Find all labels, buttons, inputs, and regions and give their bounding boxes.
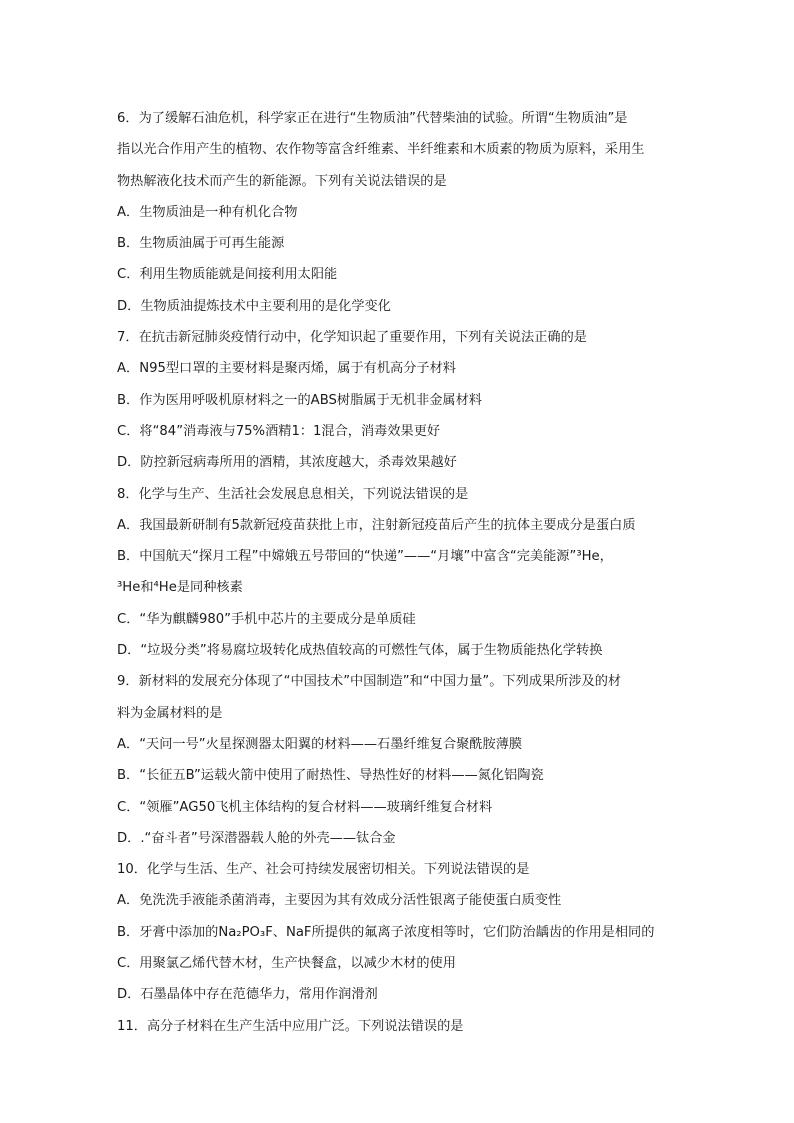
q9-stem-line-2: 料为金属材料的是	[117, 705, 223, 721]
q9-option-c: C．“领雁”AG50飞机主体结构的复合材料——玻璃纤维复合材料	[117, 799, 493, 815]
q6-option-c: C．利用生物质能就是间接利用太阳能	[117, 267, 338, 283]
q9-stem-line-1: 9．新材料的发展充分体现了“中国技术”中国制造”和“中国力量”。下列成果所涉及的材	[117, 674, 622, 690]
q10-option-c: C．用聚氯乙烯代替木材，生产快餐盒，以减少木材的使用	[117, 956, 456, 972]
q6-option-a: A．生物质油是一种有机化合物	[117, 204, 298, 220]
q6-option-b: B．生物质油属于可再生能源	[117, 236, 285, 252]
q9-option-d: D．.“奋斗者”号深潜器载人舱的外壳——钛合金	[117, 830, 396, 846]
q7-option-b: B．作为医用呼吸机原材料之一的ABS树脂属于无机非金属材料	[117, 392, 482, 408]
q8-stem: 8．化学与生产、生活社会发展息息相关，下列说法错误的是	[117, 486, 469, 502]
q6-option-d: D．生物质油提炼技术中主要利用的是化学变化	[117, 298, 391, 314]
q6-stem-line-3: 物热解液化技术而产生的新能源。下列有关说法错误的是	[117, 173, 447, 189]
q10-option-a: A．免洗洗手液能杀菌消毒，主要因为其有效成分活性银离子能使蛋白质变性	[117, 893, 562, 909]
q10-option-b: B．牙膏中添加的Na₂PO₃F、NaF所提供的氟离子浓度相等时，它们防治龋齿的作用是相同的	[117, 924, 655, 940]
q7-option-c: C．将“84”消毒液与75%酒精1：1混合，消毒效果更好	[117, 423, 441, 439]
q10-stem: 10．化学与生活、生产、社会可持续发展密切相关。下列说法错误的是	[117, 862, 530, 878]
document-body	[117, 103, 687, 1042]
q6-stem-line-1: 6．为了缓解石油危机，科学家正在进行“生物质油”代替柴油的试验。所谓“生物质油”是	[117, 111, 628, 126]
q6-stem-line-2: 指以光合作用产生的植物、农作物等富含纤维素、半纤维素和木质素的物质为原料，采用生	[117, 142, 645, 158]
q10-option-d: D．石墨晶体中存在范德华力，常用作润滑剂	[117, 987, 378, 1003]
q7-option-d: D．防控新冠病毒所用的酒精，其浓度越大，杀毒效果越好	[117, 455, 457, 471]
q8-option-d: D．“垃圾分类”将易腐垃圾转化成热值较高的可燃性气体，属于生物质能热化学转换	[117, 643, 603, 659]
q8-option-b-line-1: B．中国航天“探月工程”中嫦娥五号带回的“快递”——“月壤”中富含“完美能源”³He，	[117, 549, 613, 565]
q9-option-b: B．“长征五B”运载火箭中使用了耐热性、导热性好的材料——氮化铝陶瓷	[117, 768, 544, 784]
q8-option-c: C．“华为麒麟980”手机中芯片的主要成分是单质硅	[117, 611, 416, 627]
q7-stem: 7．在抗击新冠肺炎疫情行动中，化学知识起了重要作用，下列有关说法正确的是	[117, 330, 587, 346]
q9-option-a: A．“天问一号”火星探测器太阳翼的材料——石墨纤维复合聚酰胺薄膜	[117, 736, 523, 752]
q8-option-a: A．我国最新研制有5款新冠疫苗获批上市，注射新冠疫苗后产生的抗体主要成分是蛋白质	[117, 517, 636, 533]
q8-option-b-line-2: ³He和⁴He是同种核素	[117, 580, 243, 596]
q11-stem: 11．高分子材料在生产生活中应用广泛。下列说法错误的是	[117, 1018, 464, 1034]
q7-option-a: A．N95型口罩的主要材料是聚丙烯，属于有机高分子材料	[117, 361, 456, 377]
